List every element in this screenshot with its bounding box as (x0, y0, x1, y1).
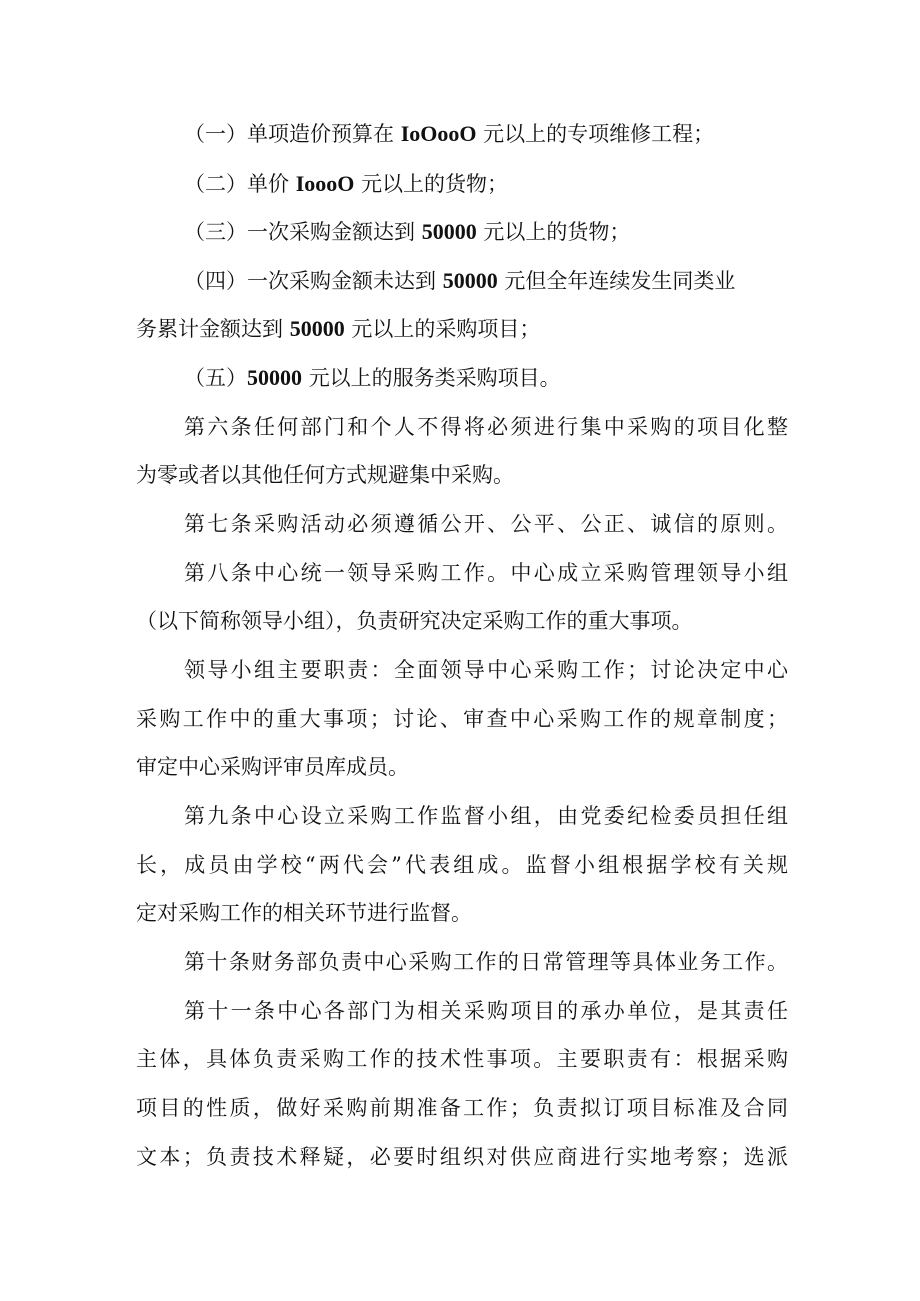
article-8-line-2: （以下简称领导小组），负责研究决定采购工作的重大事项。 (136, 609, 693, 633)
text-segment: 元以上的专项维修工程； (483, 122, 715, 146)
article-11-line-3: 项目的性质，做好采购前期准备工作；负责拟订项目标准及合同 (136, 1096, 788, 1120)
clause-item-5 (184, 358, 864, 398)
duties-line-1: 领导小组主要职责：全面领导中心采购工作；讨论决定中心 (184, 658, 788, 682)
article-6-line-2: 为零或者以其他任何方式规避集中采购。 (136, 463, 514, 487)
article-11-line-2: 主体，具体负责采购工作的技术性事项。主要职责有：根据采购 (136, 1047, 788, 1071)
clause-item-4 (184, 261, 864, 301)
amount-number: 50000 (289, 316, 345, 341)
text-segment: （五） (184, 366, 247, 390)
text-segment: 元以上的货物； (483, 220, 631, 244)
amount-number: IoooO (295, 171, 355, 196)
article-9-line-2: 长，成员由学校“两代会”代表组成。监督小组根据学校有关规 (136, 853, 788, 877)
clause-item-2 (184, 164, 864, 204)
article-9-line-3: 定对采购工作的相关环节进行监督。 (136, 901, 472, 925)
amount-number: 50000 (247, 365, 302, 390)
clause-item-3 (184, 212, 864, 252)
amount-number: IoOooO (400, 121, 477, 146)
text-segment: 元以上的货物； (361, 172, 509, 196)
article-8-line-1: 第八条中心统一领导采购工作。中心成立采购管理领导小组 (184, 561, 788, 585)
article-10-line-1: 第十条财务部负责中心采购工作的日常管理等具体业务工作。 (184, 950, 788, 974)
article-11-line-1: 第十一条中心各部门为相关采购项目的承办单位，是其责任 (184, 999, 788, 1023)
text-segment: （二）单价 (184, 172, 289, 196)
text-segment: （一）单项造价预算在 (184, 122, 394, 146)
text-segment: （四）一次采购金额未达到 (184, 269, 436, 293)
amount-number: 50000 (442, 268, 498, 293)
duties-line-3: 审定中心采购评审员库成员。 (136, 755, 409, 779)
article-9-line-1: 第九条中心设立采购工作监督小组，由党委纪检委员担任组 (184, 804, 788, 828)
text-segment: （三）一次采购金额达到 (184, 220, 415, 244)
article-7-line-1: 第七条采购活动必须遵循公开、公平、公正、诚信的原则。 (184, 512, 788, 536)
text-segment: 元以上的服务类采购项目。 (308, 366, 561, 390)
article-11-line-4: 文本；负责技术释疑，必要时组织对供应商进行实地考察；选派 (136, 1145, 788, 1169)
text-segment: 元以上的采购项目； (351, 317, 541, 341)
clause-item-1 (184, 114, 864, 154)
article-6-line-1: 第六条任何部门和个人不得将必须进行集中采购的项目化整 (184, 415, 788, 439)
text-segment: 务累计金额达到 (136, 317, 283, 341)
text-segment: 元但全年连续发生同类业 (504, 269, 736, 293)
amount-number: 50000 (421, 219, 477, 244)
duties-line-2: 采购工作中的重大事项；讨论、审查中心采购工作的规章制度； (136, 707, 788, 731)
clause-item-4-continued (136, 309, 816, 349)
